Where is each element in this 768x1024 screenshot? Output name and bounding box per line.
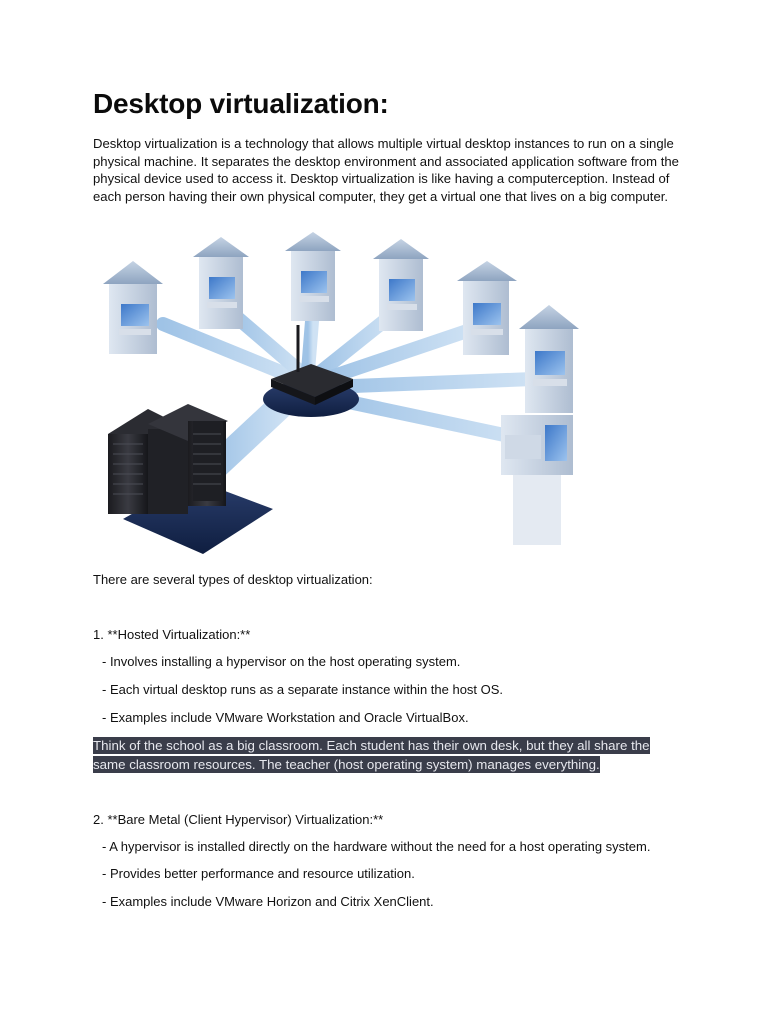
- network-diagram-image: [93, 229, 596, 562]
- highlighted-analogy: [93, 736, 658, 774]
- highlighted-text: Think of the school as a big classroom. Each student has their own desk, but they all share the same classroom resources. The teacher (host operating system) manages everything.: [93, 738, 650, 772]
- section-1-bullet: - Involves installing a hypervisor on the host operating system.: [102, 654, 461, 669]
- terminal-icon: [501, 415, 573, 545]
- page-title: Desktop virtualization:: [93, 88, 389, 119]
- terminal-icon: [285, 232, 341, 321]
- virtualization-illustration: [93, 229, 596, 562]
- section-1-bullet: - Examples include VMware Workstation and Oracle VirtualBox.: [102, 710, 469, 725]
- terminal-icon: [373, 239, 429, 331]
- section-1-bullet: - Each virtual desktop runs as a separate instance within the host OS.: [102, 682, 504, 697]
- types-intro: There are several types of desktop virtualization:: [93, 572, 373, 587]
- terminal-icon: [457, 261, 517, 355]
- terminal-icon: [193, 237, 249, 329]
- section-2-bullet: - A hypervisor is installed directly on the hardware without the need for a host operating system.: [102, 839, 651, 854]
- section-2-heading: 2. **Bare Metal (Client Hypervisor) Virtualization:**: [93, 812, 384, 827]
- terminal-icon: [103, 261, 163, 354]
- section-2-bullet: - Provides better performance and resource utilization.: [102, 866, 415, 881]
- terminal-icon: [519, 305, 579, 413]
- section-2-bullet: - Examples include VMware Horizon and Citrix XenClient.: [102, 894, 434, 909]
- section-1-heading: 1. **Hosted Virtualization:**: [93, 627, 251, 642]
- intro-paragraph: Desktop virtualization is a technology that allows multiple virtual desktop instances to run on a single physical machine. It separates the desktop environment and associated application software from the physical device used to access it. Desktop virtualization is like having a computerception. Instead of each person having their own physical computer, they get a virtual one that lives on a big computer.: [93, 136, 679, 204]
